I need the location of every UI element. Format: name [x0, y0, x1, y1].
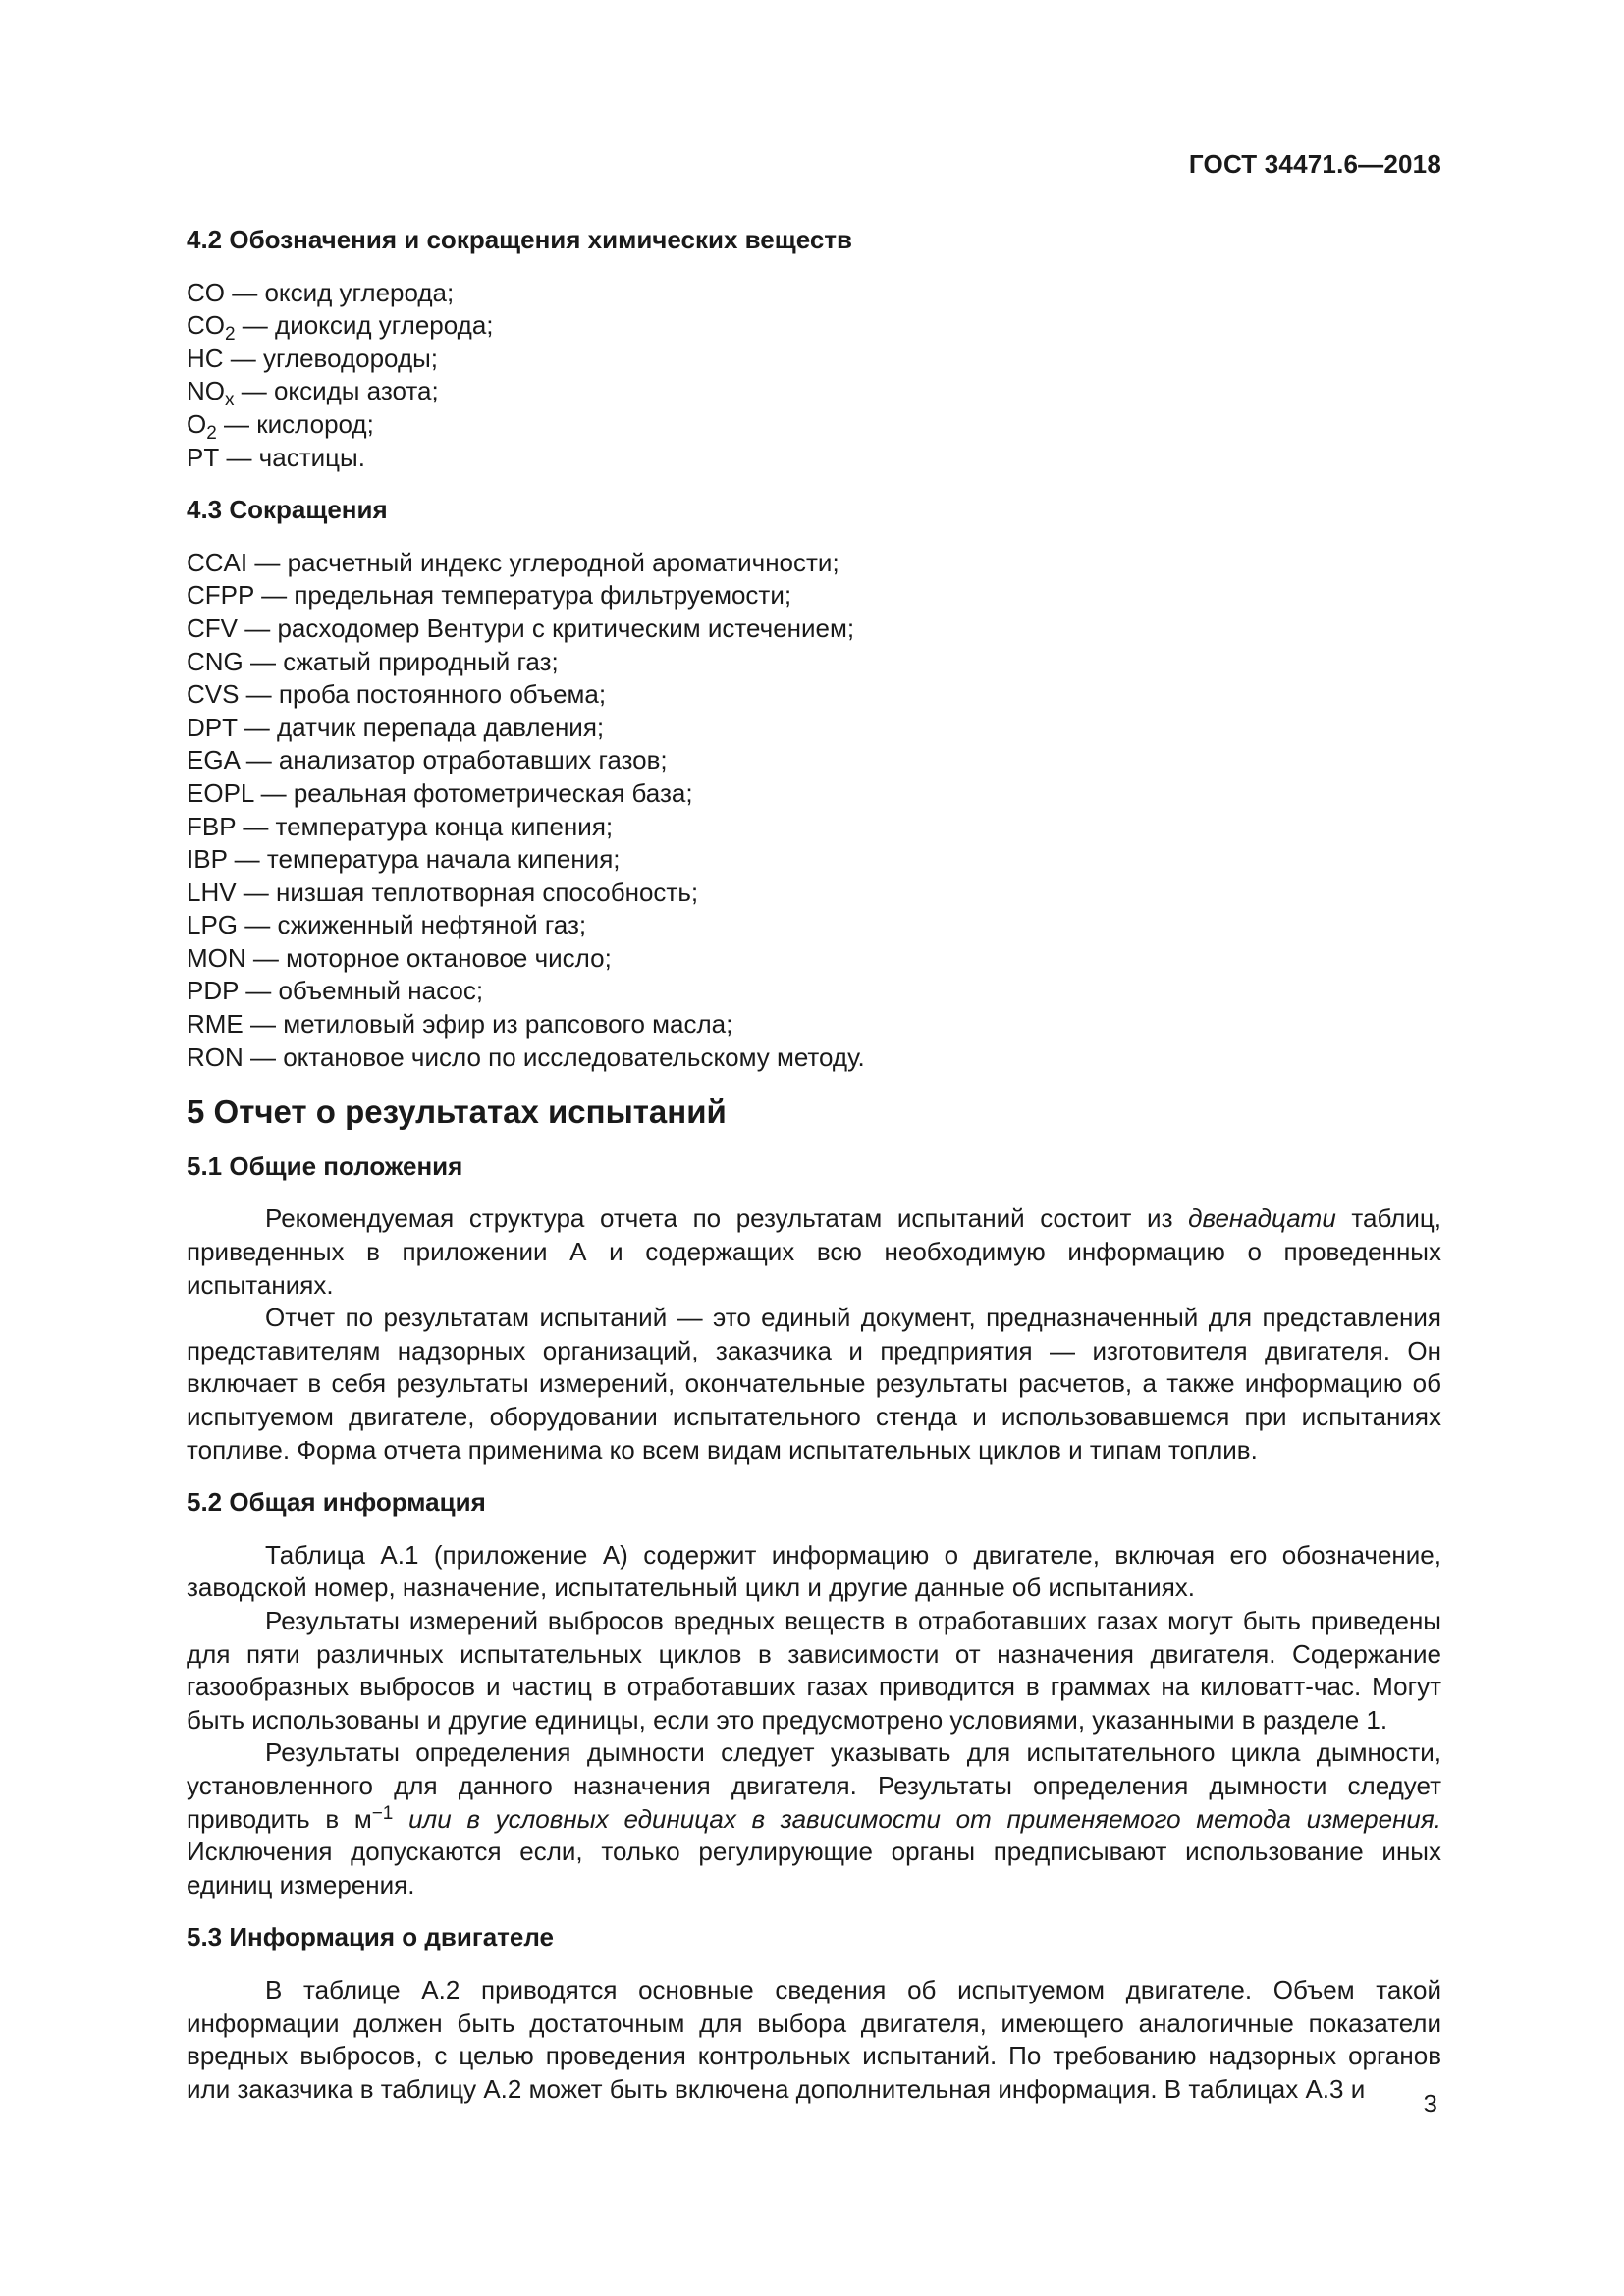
section-5-3-title: 5.3 Информация о двигателе [187, 1922, 554, 1952]
section-4-3 [187, 494, 1441, 1074]
section-4-3-title: 4.3 Сокращения [187, 495, 388, 525]
list-item: LHV — низшая теплотворная способность; [187, 877, 699, 907]
list-item: $CO_2$ — диоксид углерода; [187, 310, 494, 346]
paragraph: Отчет по результатам испытаний — это единый документ, предназначенный для представления представителям надзорных организаций, заказчика и предприятия — изготовителя двигателя. Он включает в себя результаты измерений, окончательные результаты расчетов, а также информацию об испытуемом двигателе, оборудовании испытательного стенда и использовавшемся при испытаниях топливе. Форма отчета применима ко всем видам испытательных циклов и типам топлив. [187, 1303, 1441, 1465]
section-5-title: 5 Отчет о результатах испытаний [187, 1094, 727, 1131]
paragraph: Результаты измерений выбросов вредных веществ в отработавших газах могут быть приведены для пяти различных испытательных циклов в зависимости от назначения двигателя. Содержание газообразных выбросов и частиц в отработавших газах приводится в граммах на киловатт-час. Могут быть использованы и другие единицы, если это предусмотрено условиями, указанными в разделе 1. [187, 1605, 1441, 1735]
list-item: PDP — объемный насос; [187, 976, 484, 1006]
list-item: HC — углеводороды; [187, 343, 439, 373]
list-item: DPT — датчик перепада давления; [187, 712, 605, 742]
chemical-designations-list [187, 277, 1441, 475]
list-item: CFPP — предельная температура фильтруемости; [187, 580, 792, 611]
list-item: MON — моторное октановое число; [187, 942, 612, 973]
paragraph: Результаты определения дымности следует указывать для испытательного цикла дымности, установленного для данного назначения двигателя. Результаты определения дымности следует приводить в $м^{-1}$ или в условных единицах в зависимости от применяемого метода измерения. Исключения допускаются если, только регулирующие органы предписывают использование иных единиц измерения. [187, 1737, 1441, 1899]
list-item: EGA — анализатор отработавших газов; [187, 745, 668, 775]
document-code: ГОСТ 34471.6—2018 [1188, 149, 1441, 179]
list-item: FBP — температура конца кипения; [187, 811, 614, 841]
list-item: $NO_x$ — оксиды азота; [187, 376, 439, 411]
section-5-2 [187, 1486, 1441, 1901]
paragraph: Таблица А.1 (приложение А) содержит информацию о двигателе, включая его обозначение, заводской номер, назначение, испытательный цикл и другие данные об испытаниях. [187, 1539, 1441, 1603]
list-item: LPG — сжиженный нефтяной газ; [187, 910, 587, 940]
abbreviations-list [187, 547, 1441, 1075]
list-item: EOPL — реальная фотометрическая база; [187, 777, 693, 808]
list-item: CCAI — расчетный индекс углеродной ароматичности; [187, 547, 839, 577]
list-item: IBP — температура начала кипения; [187, 844, 621, 875]
list-item: PT — частицы. [187, 442, 365, 472]
section-5-3 [187, 1921, 1441, 2106]
paragraph: Рекомендуемая структура отчета по результатам испытаний состоит из двенадцати таблиц, приведенных в приложении А и содержащих всю необходимую информацию о проведенных испытаниях. [187, 1203, 1441, 1300]
list-item: CFV — расходомер Вентури с критическим истечением; [187, 613, 855, 643]
list-item: $O_2$ — кислород; [187, 408, 374, 444]
list-item: CVS — проба постоянного объема; [187, 679, 607, 710]
list-item: CO — оксид углерода; [187, 277, 455, 307]
section-5-1 [187, 1150, 1441, 1467]
list-item: RME — метиловый эфир из рапсового масла; [187, 1009, 733, 1040]
paragraph: В таблице А.2 приводятся основные сведения об испытуемом двигателе. Объем такой информации должен быть достаточным для выбора двигателя, имеющего аналогичные показатели вредных выбросов, с целью проведения контрольных испытаний. По требованию надзорных органов или заказчика в таблицу А.2 может быть включена дополнительная информация. В таблицах А.3 и [187, 1974, 1441, 2104]
list-item: CNG — сжатый природный газ; [187, 646, 559, 676]
page-content [187, 224, 1441, 2125]
section-5-2-title: 5.2 Общая информация [187, 1487, 486, 1518]
section-5-1-title: 5.1 Общие положения [187, 1150, 463, 1181]
page-number: 3 [1423, 2089, 1437, 2118]
section-4-2 [187, 224, 1441, 474]
section-4-2-title: 4.2 Обозначения и сокращения химических веществ [187, 225, 852, 254]
list-item: RON — октановое число по исследовательскому методу. [187, 1041, 865, 1072]
